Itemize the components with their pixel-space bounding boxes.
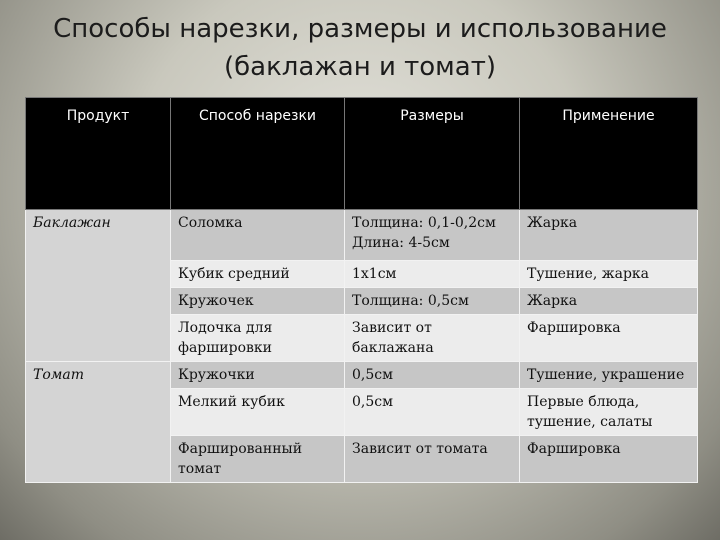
size-cell: Зависит от баклажана [345, 315, 520, 362]
title-line-2: (баклажан и томат) [223, 52, 497, 82]
size-cell: 0,5см [345, 389, 520, 436]
product-cell: Баклажан [26, 210, 171, 362]
size-cell: 0,5см [345, 362, 520, 389]
cut-cell: Мелкий кубик [171, 389, 345, 436]
cut-cell: Соломка [171, 210, 345, 261]
size-cell: Зависит от томата [345, 436, 520, 483]
table-row [26, 210, 698, 261]
size-cell: Толщина: 0,1-0,2см Длина: 4-5см [345, 210, 520, 261]
table-row [26, 362, 698, 389]
product-cell: Томат [26, 362, 171, 483]
usage-cell: Тушение, жарка [520, 261, 698, 288]
usage-cell: Первые блюда, тушение, салаты [520, 389, 698, 436]
cut-cell: Кубик средний [171, 261, 345, 288]
size-cell: Толщина: 0,5см [345, 288, 520, 315]
header-usage: Применение [520, 98, 698, 210]
cut-cell: Лодочка для фаршировки [171, 315, 345, 362]
usage-cell: Тушение, украшение [520, 362, 698, 389]
cut-cell: Кружочек [171, 288, 345, 315]
cut-cell: Кружочки [171, 362, 345, 389]
usage-cell: Жарка [520, 210, 698, 261]
cutting-table [25, 97, 698, 483]
title-line-1: Способы нарезки, размеры и использование [53, 14, 667, 44]
usage-cell: Жарка [520, 288, 698, 315]
usage-cell: Фаршировка [520, 315, 698, 362]
header-size: Размеры [345, 98, 520, 210]
header-cut-method: Способ нарезки [171, 98, 345, 210]
cut-cell: Фаршированный томат [171, 436, 345, 483]
header-product: Продукт [26, 98, 171, 210]
header-row [26, 98, 698, 210]
slide-title [0, 10, 720, 86]
usage-cell: Фаршировка [520, 436, 698, 483]
size-cell: 1х1см [345, 261, 520, 288]
